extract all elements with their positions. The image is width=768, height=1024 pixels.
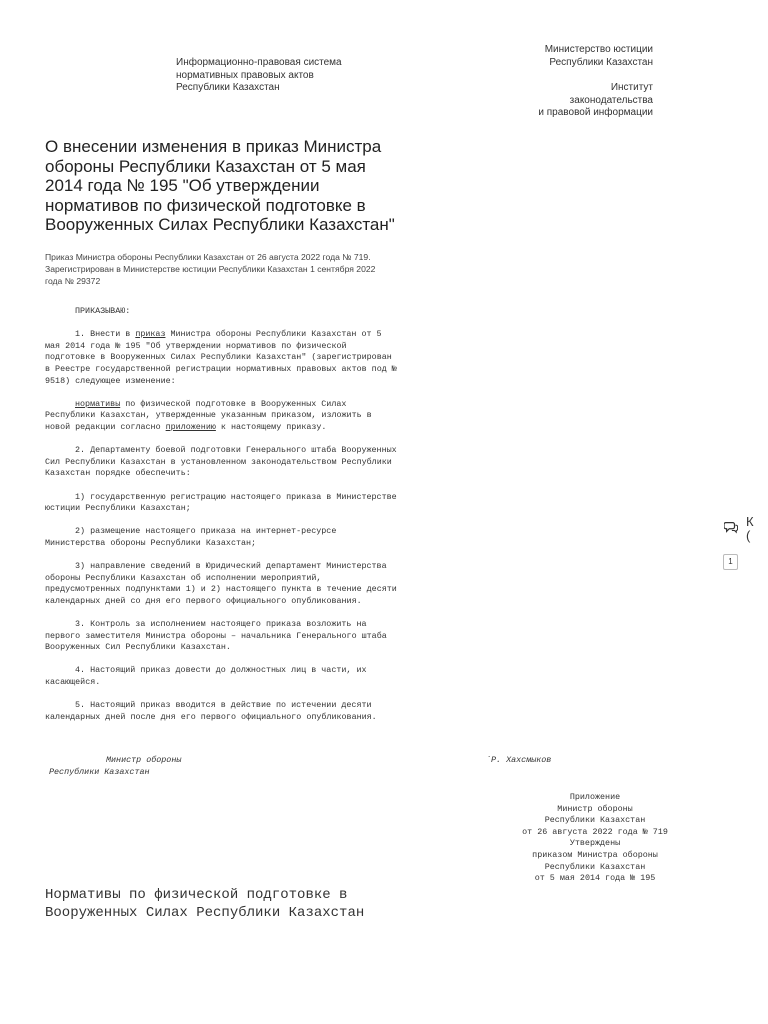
body-paragraph: 5. Настоящий приказ вводится в действие по истечении десяти календарных дней после дня его первого официального опубликования. <box>45 700 377 722</box>
document-title: О внесении изменения в приказ Министра обороны Республики Казахстан от 5 мая 2014 года № 195 "Об утверждении нормативов по физической подготовке в Вооруженных Силах Республики Казахстан" <box>45 137 395 234</box>
header-right-line: Республики Казахстан <box>549 56 653 68</box>
appendix-line: Республики Казахстан <box>544 861 646 872</box>
header-right-line: Институт <box>610 82 653 93</box>
comments-count-badge[interactable]: 1 <box>723 554 738 570</box>
appendix-link[interactable]: приложению <box>165 421 216 432</box>
body-paragraph <box>45 306 400 318</box>
comments-icon[interactable] <box>724 520 738 534</box>
body-paragraph: 4. Настоящий приказ довести до должностных лиц в части, их касающейся. <box>45 665 372 687</box>
header-left-line: Информационно-правовая система <box>176 57 342 68</box>
document-body <box>45 306 400 735</box>
document-subtitle: Приказ Министра обороны Республики Казахстан от 26 августа 2022 года № 719. Зарегистрирован в Министерстве юстиции Республики Казахстан 1 сентября 2022 года № 29372 <box>45 252 376 286</box>
body-paragraph: 1) государственную регистрацию настоящего приказа в Министерстве юстиции Республики Казахстан; <box>45 491 402 514</box>
header-left-line: нормативных правовых актов <box>176 69 314 81</box>
order-word: ПРИКАЗЫВАЮ: <box>75 306 131 316</box>
appendix-line: приказом Министра обороны <box>532 849 658 860</box>
signature-name: `Р. Хахсмыков <box>486 755 552 765</box>
appendix-line: Приложение <box>569 792 621 802</box>
appendix-line: от 26 августа 2022 года № 719 <box>522 826 668 837</box>
appendix-line: Республики Казахстан <box>544 815 646 826</box>
body-paragraph: 3. Контроль за исполнением настоящего приказа возложить на первого заместителя Министра обороны – начальника Генерального штаба Вооруженных Сил Республики Казахстан. <box>45 619 392 653</box>
appendix-line: Утверждены <box>569 838 621 849</box>
header-ministry <box>538 44 653 120</box>
appendix-line: от 5 мая 2014 года № 195 <box>534 873 656 884</box>
order-link[interactable]: приказ <box>135 329 166 340</box>
header-right-line: и правовой информации <box>538 107 653 118</box>
signature-line: Республики Казахстан <box>49 766 150 777</box>
signature-position <box>49 755 181 778</box>
comments-widget[interactable] <box>722 514 768 574</box>
header-left-line: Республики Казахстан <box>176 82 280 93</box>
body-paragraph: 1. Внести в приказ Министра обороны Республики Казахстан от 5 мая 2014 года № 195 "Об утверждении нормативов по физической подготовке в Вооруженных Силах Республики Казахстан" (зарегистрирован в Реестре государственной регистрации нормативных правовых актов под № 9518) следующее изменение: <box>45 329 402 386</box>
header-right-line: законодательства <box>569 94 653 106</box>
appendix-header <box>500 792 690 885</box>
norms-title: Нормативы по физической подготовке в Вооруженных Силах Республики Казахстан <box>45 887 365 921</box>
header-system-name <box>176 57 342 95</box>
comments-text[interactable]: ( <box>746 528 751 543</box>
body-paragraph: 2. Департаменту боевой подготовки Генерального штаба Вооруженных Сил Республики Казахстан в установленном законодательством Республики Казахстан порядке обеспечить: <box>45 445 402 479</box>
appendix-line: Министр обороны <box>557 803 633 814</box>
body-paragraph: 3) направление сведений в Юридический департамент Министерства обороны Республики Казахстан об исполнении мероприятий, предусмотренных подпунктами 1) и 2) настоящего пункта в течение десяти календарных дней со дня его первого официального опубликования. <box>45 561 402 606</box>
body-paragraph: нормативы по физической подготовке в Вооруженных Силах Республики Казахстан, утвержденные указанным приказом, изложить в новой редакции согласно приложению к настоящему приказу. <box>45 398 377 432</box>
comments-text[interactable]: К <box>746 514 754 529</box>
signature-line: Министр обороны <box>106 755 182 765</box>
norms-link[interactable]: нормативы <box>75 398 121 409</box>
header-right-line: Министерство юстиции <box>544 44 653 55</box>
body-paragraph: 2) размещение настоящего приказа на интернет-ресурсе Министерства обороны Республики Казахстан; <box>45 526 342 548</box>
